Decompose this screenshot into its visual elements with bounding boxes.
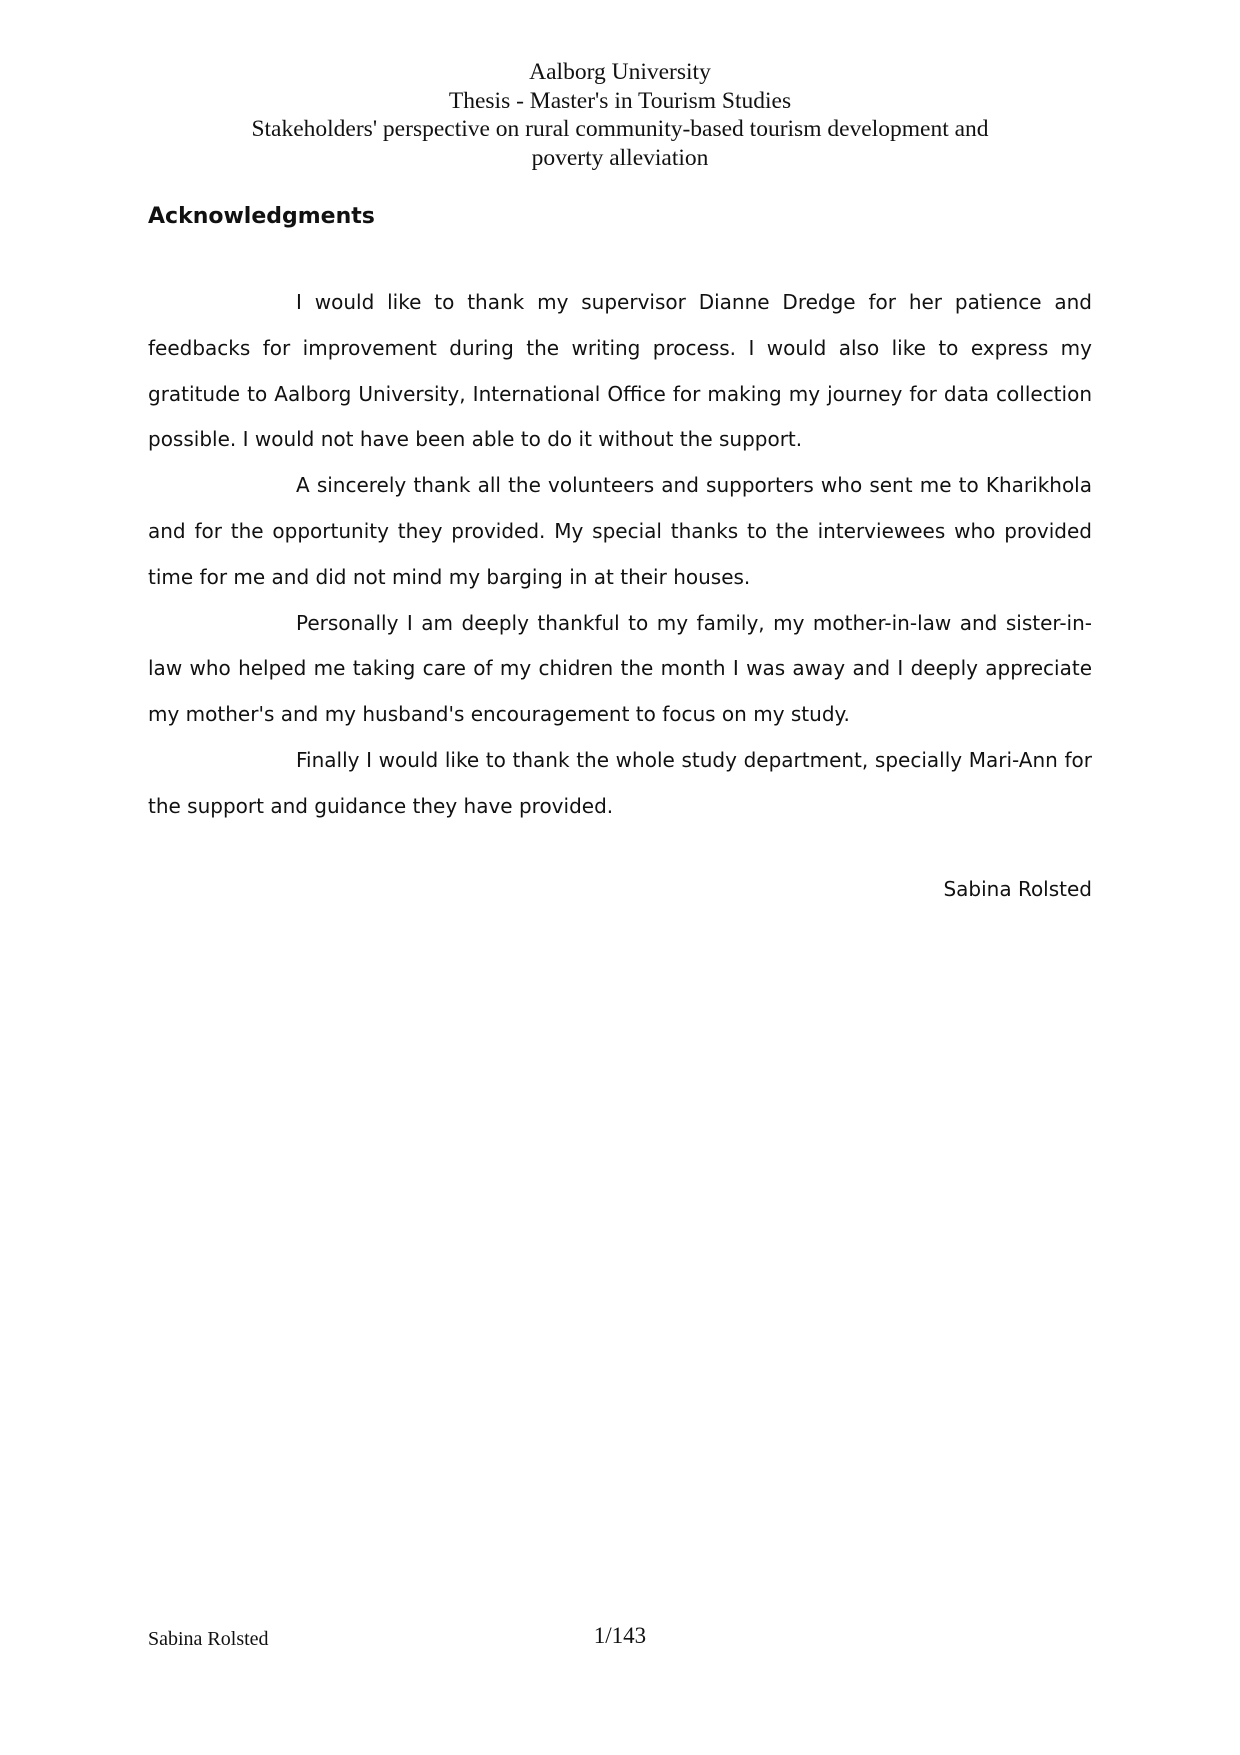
paragraph: I would like to thank my supervisor Dianne Dredge for her patience and feedbacks for improvement during the writing process. I would also like to express my gratitude to Aalborg University, International Office for making my journey for data collection possible. I would not have been able to do it without the support. [148,290,1092,452]
signature: Sabina Rolsted [943,877,1092,901]
header-title-line-1: Stakeholders' perspective on rural community-based tourism development and [251,116,989,142]
paragraph: Personally I am deeply thankful to my family, my mother-in-law and sister-in-law who helped me taking care of my chidren the month I was away and I deeply appreciate my mother's and my husband's encouragement to focus on my study. [148,610,1092,727]
acknowledgments-body [148,280,1092,830]
paragraph: A sincerely thank all the volunteers and supporters who sent me to Kharikhola and for the opportunity they provided. My special thanks to the interviewees who provided time for me and did not mind my barging in at their houses. [148,473,1092,589]
header-thesis-type: Thesis - Master's in Tourism Studies [448,87,792,114]
header-title-line-2: poverty alleviation [531,144,709,171]
paragraph: Finally I would like to thank the whole study department, specially Mari-Ann for the support and guidance they have provided. [148,747,1092,818]
footer-author: Sabina Rolsted [148,1628,269,1650]
section-heading: Acknowledgments [148,204,375,229]
page-number: 1/143 [593,1623,647,1648]
running-header [180,58,1060,172]
header-university: Aalborg University [529,59,711,85]
